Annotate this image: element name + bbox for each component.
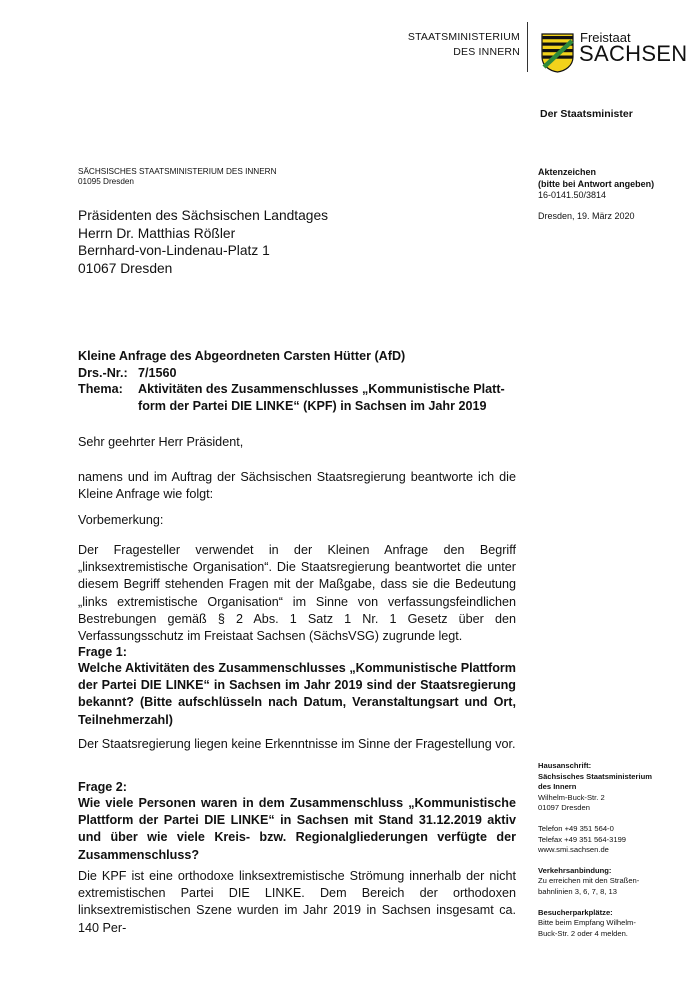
hausanschrift-name1: Sächsisches Staatsministerium bbox=[538, 771, 652, 781]
recipient-line2: Herrn Dr. Matthias Rößler bbox=[78, 225, 236, 241]
ministry-name-line1: STAATSMINISTERIUM bbox=[407, 31, 520, 43]
minister-title: Der Staatsminister bbox=[540, 108, 633, 120]
city: 01097 Dresden bbox=[538, 803, 590, 813]
subject-line: Kleine Anfrage des Abgeordneten Carsten Hütter (AfD) bbox=[78, 349, 406, 363]
letter-date: Dresden, 19. März 2020 bbox=[538, 211, 635, 221]
hausanschrift-name2: des Innern bbox=[538, 782, 577, 792]
parken-line2: Buck-Str. 2 oder 4 melden. bbox=[538, 928, 628, 938]
ministry-name-line2: DES INNERN bbox=[453, 46, 520, 58]
freistaat-label: Freistaat bbox=[580, 30, 631, 45]
recipient-line4: 01067 Dresden bbox=[78, 260, 173, 276]
reference-number: 16-0141.50/3814 bbox=[538, 190, 607, 200]
frage2-title: Frage 2: bbox=[78, 780, 127, 794]
salutation: Sehr geehrter Herr Präsident, bbox=[78, 435, 244, 449]
thema-line1: Aktivitäten des Zusammenschlusses „Kommunistische Platt- bbox=[138, 382, 505, 396]
sachsen-label: SACHSEN bbox=[579, 41, 688, 66]
reference-block bbox=[538, 167, 654, 202]
intro-paragraph: namens und im Auftrag der Sächsischen Staatsregierung beantworte ich die Kleine Anfrage wie folgt: bbox=[78, 470, 516, 502]
frage2-text: Wie viele Personen waren in dem Zusammenschluss „Kommunistische Plattform der Partei DIE LINKE“ in Sachsen mit Stand 31.12.2019 aktiv und über wie viele Kreis- bzw. Regionalgliederungen verfügte der Zusammenschluss? bbox=[78, 796, 516, 862]
parken-label: Besucherparkplätze: bbox=[538, 907, 613, 917]
sidebar-contact bbox=[538, 761, 663, 939]
recipient-line3: Bernhard-von-Lindenau-Platz 1 bbox=[78, 243, 270, 258]
recipient-line1: Präsidenten des Sächsischen Landtages bbox=[78, 208, 329, 223]
saxony-coat-of-arms-icon bbox=[541, 33, 574, 73]
telefon: Telefon +49 351 564-0 bbox=[538, 823, 614, 833]
reference-label1: Aktenzeichen bbox=[538, 167, 597, 177]
street: Wilhelm-Buck-Str. 2 bbox=[538, 792, 605, 802]
antwort1-text: Der Staatsregierung liegen keine Erkenntnisse im Sinne der Fragestellung vor. bbox=[78, 737, 516, 751]
vorbemerkung-text: Der Fragesteller verwendet in der Kleinen Anfrage den Begriff „linksextremistische Organisation“. Die Staatsregierung beantwortet die unter diesem Begriff stehenden Fragen mit der Maßgabe, dass sie die Bedeutung „links extremistische Organisation“ im Sinne von verfassungsfeindlichen Bestrebungen gemäß § 2 Abs. 1 Satz 1 Nr. 1 Gesetz über den Verfassungsschutz im Freistaat Sachsen (SächsVSG) zugrunde legt. bbox=[78, 543, 516, 644]
thema-line2: form der Partei DIE LINKE“ (KPF) in Sachsen im Jahr 2019 bbox=[138, 398, 487, 413]
vorbemerkung-title: Vorbemerkung: bbox=[78, 513, 164, 527]
verkehr-line2: bahnlinien 3, 6, 7, 8, 13 bbox=[538, 886, 617, 896]
drs-label: Drs.-Nr.: bbox=[78, 365, 128, 380]
thema-label: Thema: bbox=[78, 382, 123, 396]
header-divider bbox=[527, 22, 528, 72]
recipient-address bbox=[78, 207, 328, 277]
drs-value: 7/1560 bbox=[138, 365, 177, 380]
website-link[interactable]: www.smi.sachsen.de bbox=[538, 845, 609, 855]
antwort2-text: Die KPF ist eine orthodoxe linksextremistische Strömung innerhalb der nicht extremistischen Partei DIE LINKE. Dem Bereich der orthodoxen linksextremistischen Szene wurden im Jahr 2019 in Sachsen insgesamt ca. 140 Per- bbox=[78, 869, 516, 935]
reference-label2: (bitte bei Antwort angeben) bbox=[538, 178, 655, 189]
verkehr-label: Verkehrsanbindung: bbox=[538, 865, 612, 875]
telefax: Telefax +49 351 564-3199 bbox=[538, 834, 627, 844]
hausanschrift-label: Hausanschrift: bbox=[538, 761, 592, 770]
frage1-text: Welche Aktivitäten des Zusammenschlusses „Kommunistische Plattform der Partei DIE LINKE“ in Sachsen im Jahr 2019 sind der Staatsregierung bekannt? (Bitte aufschlüsseln nach Datum, Veranstaltungsart und Ort, Teilnehmerzahl) bbox=[78, 661, 516, 727]
verkehr-line1: Zu erreichen mit den Straßen- bbox=[538, 876, 640, 886]
sender-line1: SÄCHSISCHES STAATSMINISTERIUM DES INNERN bbox=[78, 167, 277, 176]
sender-line2: 01095 Dresden bbox=[78, 177, 134, 186]
subject-block bbox=[78, 348, 505, 414]
frage1-title: Frage 1: bbox=[78, 645, 127, 659]
parken-line1: Bitte beim Empfang Wilhelm- bbox=[538, 918, 636, 928]
